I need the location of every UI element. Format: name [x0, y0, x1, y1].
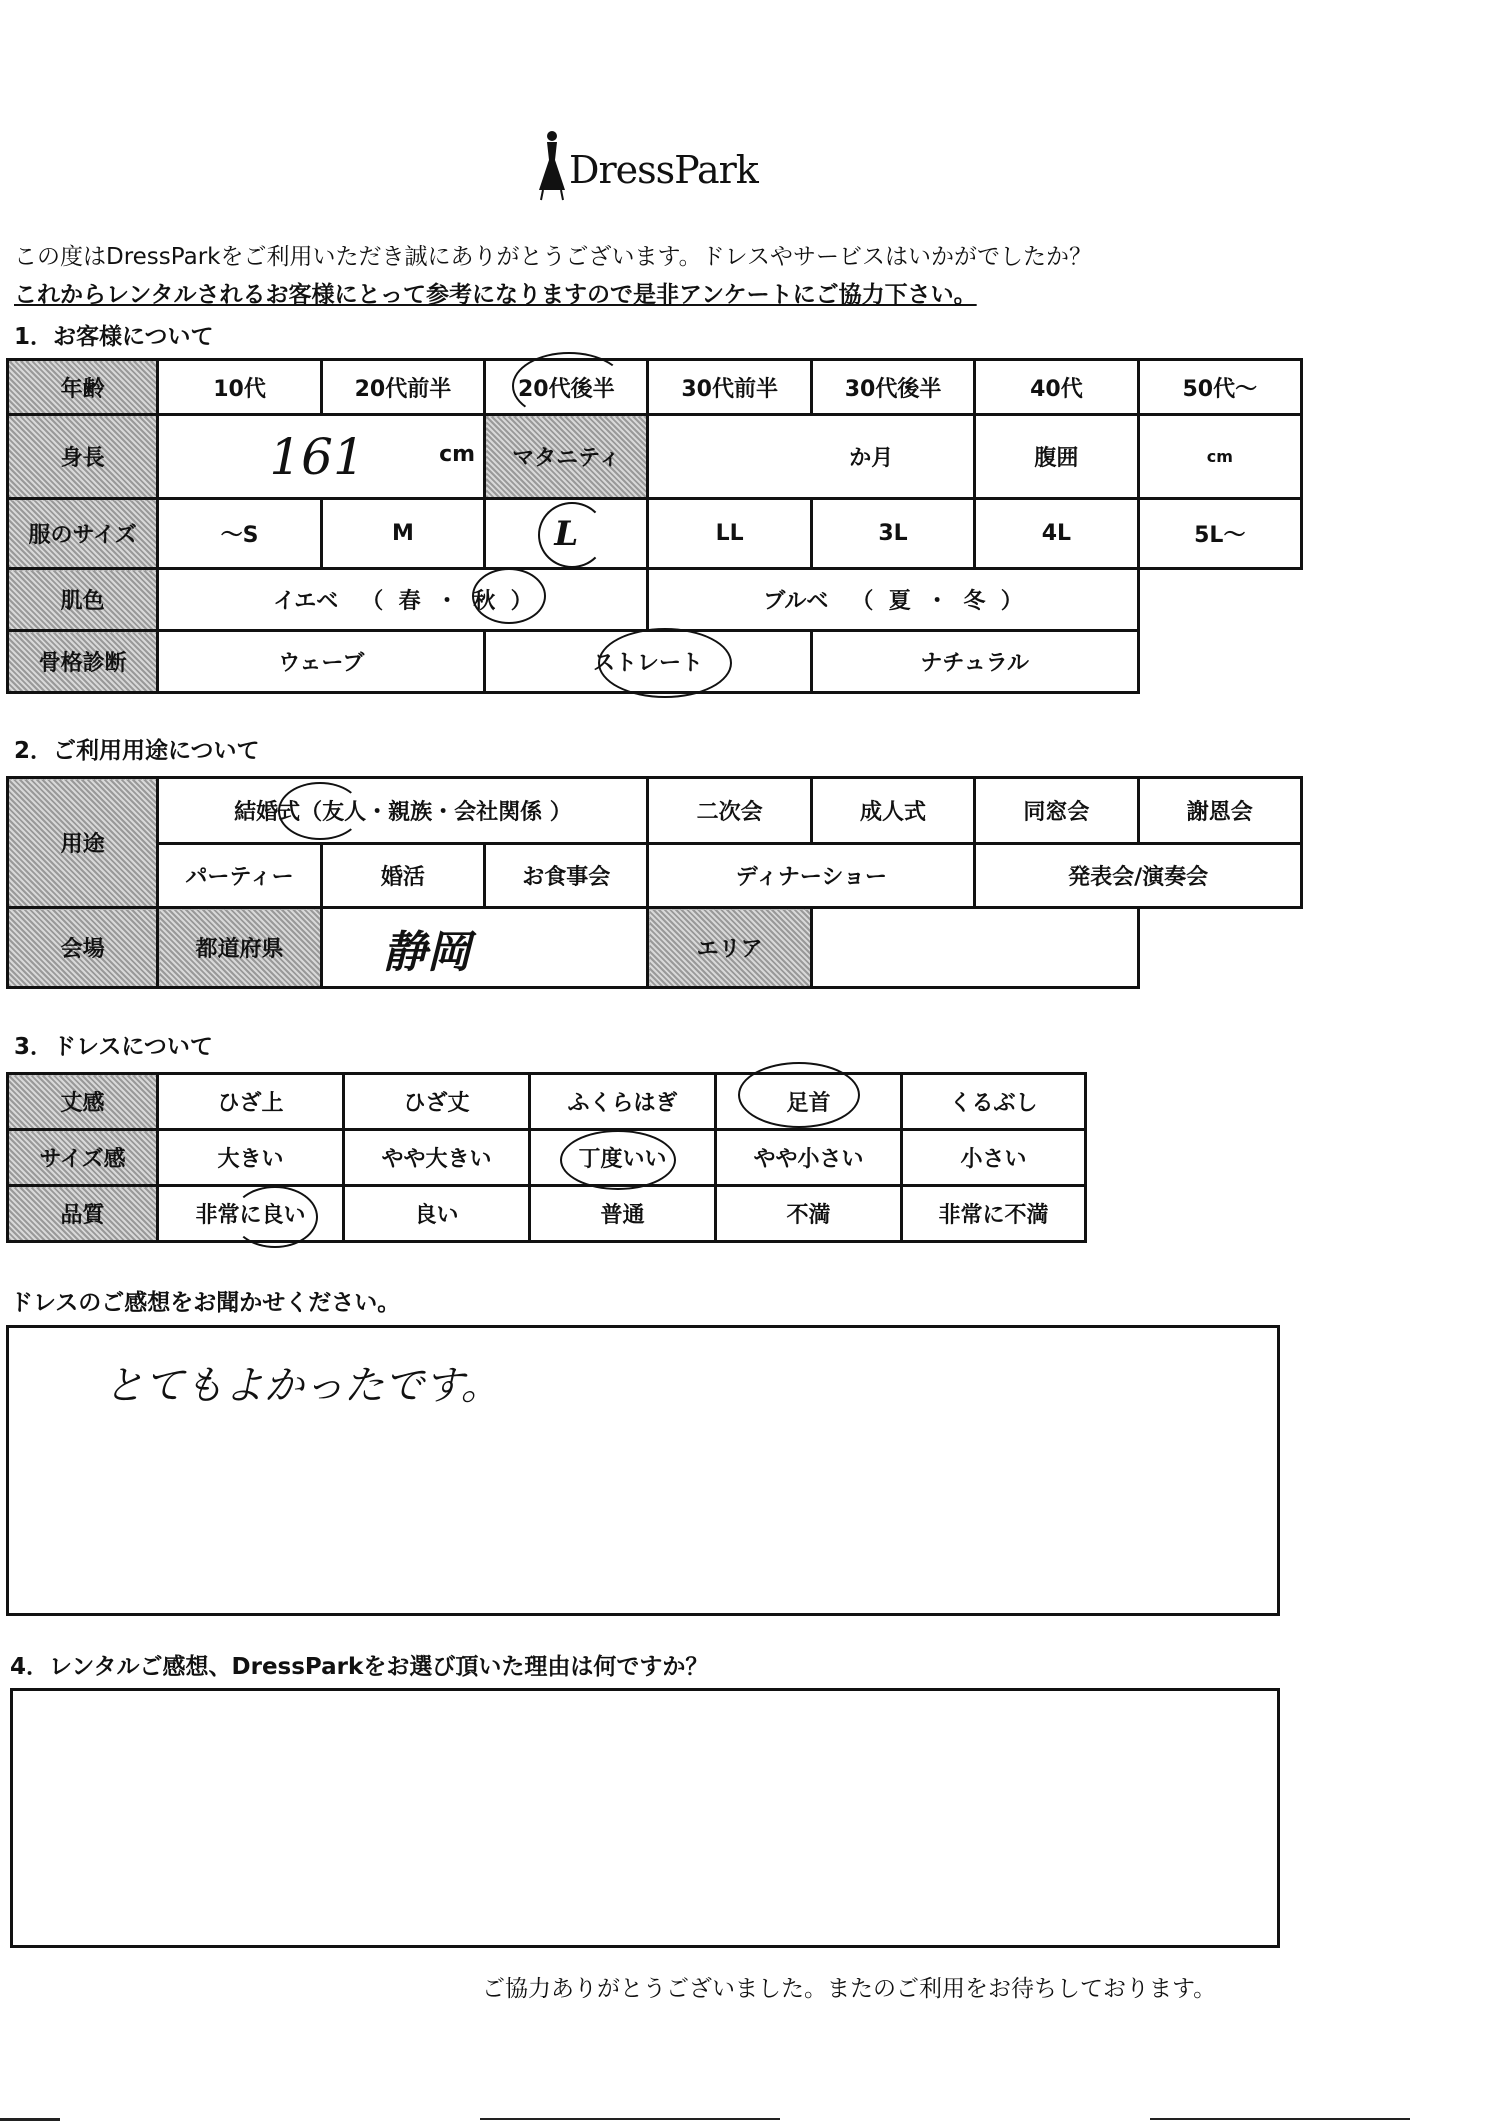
size-option-l[interactable]: L [485, 499, 648, 569]
height-unit: cm [439, 442, 476, 467]
logo-text: DressPark [569, 148, 758, 192]
purpose-option-wedding[interactable] [158, 778, 648, 844]
impression-answer: とてもよかったです。 [104, 1363, 501, 1409]
closing-message: ご協力ありがとうございました。またのご利用をお待ちしております。 [482, 1976, 1217, 2002]
dresspark-logo [535, 128, 775, 208]
fit-option-slightly-small[interactable]: やや小さい [716, 1130, 902, 1186]
skeleton-option-wave[interactable]: ウェーブ [158, 631, 485, 693]
scan-mark [480, 2118, 780, 2120]
separator-dot: ・ [926, 589, 949, 614]
size-option-ll[interactable]: LL [648, 499, 811, 569]
age-label: 年齢 [8, 360, 158, 415]
quality-option-very-good[interactable]: 非常に良い [158, 1186, 344, 1242]
dress-table [6, 1072, 1087, 1243]
section2-title: 2．ご利用用途について [14, 738, 260, 764]
quality-option-very-dissatisfied[interactable]: 非常に不満 [902, 1186, 1086, 1242]
section4-title: 4．レンタルご感想、DressParkをお選び頂いた理由は何ですか？ [10, 1654, 709, 1680]
empty-cell [1138, 908, 1301, 988]
skin-option-spring[interactable]: 春 [398, 589, 421, 614]
age-option-late-30s[interactable]: 30代後半 [811, 360, 974, 415]
scan-mark [1150, 2118, 1410, 2120]
fit-option-just-right[interactable]: 丁度いい [530, 1130, 716, 1186]
intro-request: これからレンタルされるお客様にとって参考になりますので是非アンケートにご協力下さい。 [14, 282, 977, 308]
skeleton-option-straight[interactable]: ストレート [485, 631, 812, 693]
length-option-above-knee[interactable]: ひざ上 [158, 1074, 344, 1130]
area-label: エリア [648, 908, 811, 988]
fit-option-slightly-large[interactable]: やや大きい [344, 1130, 530, 1186]
age-option-late-20s[interactable]: 20代後半 [485, 360, 648, 415]
size-option-5l-plus[interactable]: 5L～ [1138, 499, 1301, 569]
empty-cell [1138, 631, 1301, 693]
length-option-ankle[interactable]: 足首 [716, 1074, 902, 1130]
purpose-option-after-party[interactable]: 二次会 [648, 778, 811, 844]
age-option-10s[interactable]: 10代 [158, 360, 321, 415]
fit-option-large[interactable]: 大きい [158, 1130, 344, 1186]
paren-close: ） [1000, 589, 1023, 614]
area-field[interactable] [811, 908, 1138, 988]
purpose-option-dinner-show[interactable]: ディナーショー [648, 844, 975, 908]
length-label: 丈感 [8, 1074, 158, 1130]
age-option-early-20s[interactable]: 20代前半 [321, 360, 484, 415]
quality-option-good[interactable]: 良い [344, 1186, 530, 1242]
yellow-base-label: イエベ [273, 589, 339, 614]
months-unit: か月 [849, 446, 894, 471]
fit-label: サイズ感 [8, 1130, 158, 1186]
purpose-option-recital[interactable]: 発表会/演奏会 [975, 844, 1302, 908]
yellow-base-option[interactable] [158, 569, 648, 631]
waist-label-text: 腹囲 [1034, 446, 1079, 471]
length-option-knee[interactable]: ひざ丈 [344, 1074, 530, 1130]
quality-label: 品質 [8, 1186, 158, 1242]
separator-dot: ・ [435, 589, 458, 614]
size-option-4l[interactable]: 4L [975, 499, 1138, 569]
height-label: 身長 [8, 415, 158, 499]
waist-label [975, 415, 1138, 499]
skin-option-summer[interactable]: 夏 [888, 589, 911, 614]
purpose-label: 用途 [8, 778, 158, 908]
scan-mark [0, 2118, 60, 2121]
purpose-option-party[interactable]: パーティー [158, 844, 321, 908]
reason-textarea[interactable] [10, 1688, 1280, 1948]
skeleton-label: 骨格診断 [8, 631, 158, 693]
maternity-months-field[interactable] [648, 415, 975, 499]
paren-open: （ [851, 589, 874, 614]
blue-base-option[interactable] [648, 569, 1138, 631]
size-option-m[interactable]: M [321, 499, 484, 569]
age-option-early-30s[interactable]: 30代前半 [648, 360, 811, 415]
quality-option-dissatisfied[interactable]: 不満 [716, 1186, 902, 1242]
section1-title: 1．お客様について [14, 324, 214, 350]
age-option-50s-plus[interactable]: 50代～ [1138, 360, 1301, 415]
length-option-calf[interactable]: ふくらはぎ [530, 1074, 716, 1130]
maternity-label: マタニティ [485, 415, 648, 499]
wedding-prefix: 結婚式（ [234, 800, 323, 825]
purpose-option-dinner[interactable]: お食事会 [485, 844, 648, 908]
waist-unit: cm [1206, 447, 1233, 466]
customer-info-table [6, 358, 1303, 694]
quality-option-average[interactable]: 普通 [530, 1186, 716, 1242]
size-option-s[interactable]: ～S [158, 499, 321, 569]
empty-cell [1138, 569, 1301, 631]
prefecture-field[interactable]: 静岡 [321, 908, 648, 988]
waist-field[interactable] [1138, 415, 1301, 499]
purpose-option-reunion[interactable]: 同窓会 [975, 778, 1138, 844]
skin-option-winter[interactable]: 冬 [963, 589, 986, 614]
blue-base-label: ブルベ [763, 589, 829, 614]
impression-textarea[interactable] [6, 1325, 1280, 1616]
wedding-option-friend[interactable]: 友人 [322, 800, 367, 825]
age-option-40s[interactable]: 40代 [975, 360, 1138, 415]
skin-label: 肌色 [8, 569, 158, 631]
skin-option-autumn[interactable]: 秋 [473, 589, 496, 614]
fit-option-small[interactable]: 小さい [902, 1130, 1086, 1186]
venue-label: 会場 [8, 908, 158, 988]
purpose-option-matchmaking[interactable]: 婚活 [321, 844, 484, 908]
usage-table [6, 776, 1303, 989]
impression-prompt: ドレスのご感想をお聞かせください。 [10, 1290, 401, 1316]
purpose-option-thank-you-party[interactable]: 謝恩会 [1138, 778, 1301, 844]
size-option-3l[interactable]: 3L [811, 499, 974, 569]
intro-text: この度はDressParkをご利用いただき誠にありがとうございます。ドレスやサービスはいかがでしたか？ [14, 244, 1092, 270]
size-label: 服のサイズ [8, 499, 158, 569]
wedding-option-others: ・親族・会社関係 ） [366, 800, 572, 825]
section3-title: 3．ドレスについて [14, 1034, 213, 1060]
length-option-anklebone[interactable]: くるぶし [902, 1074, 1086, 1130]
height-field[interactable] [158, 415, 485, 499]
paren-close: ） [510, 589, 533, 614]
dress-silhouette-icon [535, 128, 569, 208]
paren-open: （ [361, 589, 384, 614]
skeleton-option-natural[interactable]: ナチュラル [811, 631, 1138, 693]
prefecture-label: 都道府県 [158, 908, 321, 988]
purpose-option-coming-of-age[interactable]: 成人式 [811, 778, 974, 844]
height-value: 161 [269, 428, 365, 486]
